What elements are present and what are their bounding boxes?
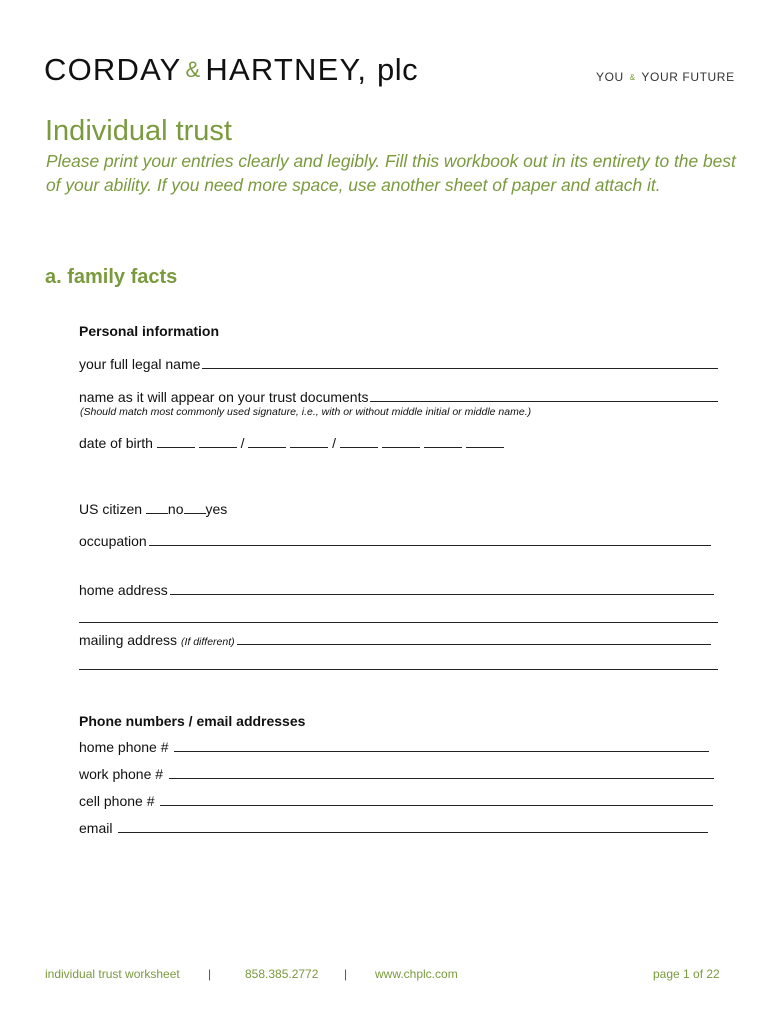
dob-label: date of birth (79, 435, 153, 451)
tagline-part2: YOUR FUTURE (641, 70, 735, 84)
dob-blank[interactable] (382, 435, 420, 448)
full-name-label: your full legal name (79, 356, 201, 372)
home-phone-label: home phone # (79, 739, 169, 755)
occupation-field[interactable] (79, 533, 711, 549)
home-phone-field[interactable] (79, 739, 709, 755)
citizen-label: US citizen (79, 501, 143, 517)
home-phone-line[interactable] (174, 739, 709, 752)
work-phone-label: work phone # (79, 766, 164, 782)
dob-blank[interactable] (290, 435, 328, 448)
citizen-yes-option: yes (205, 501, 228, 517)
trust-name-field[interactable] (79, 389, 718, 405)
work-phone-field[interactable] (79, 766, 714, 782)
citizen-no-blank[interactable] (146, 501, 168, 514)
footer-separator: | (208, 967, 212, 981)
home-address-line[interactable] (170, 582, 714, 595)
email-label: email (79, 820, 113, 836)
page-title: Individual trust (45, 115, 232, 147)
mailing-address-label: mailing address (79, 632, 178, 648)
dob-blank[interactable] (157, 435, 195, 448)
work-phone-line[interactable] (169, 766, 714, 779)
personal-info-heading: Personal information (79, 323, 220, 339)
brand-name-part2: HARTNEY, (205, 52, 368, 87)
trust-name-note: (Should match most commonly used signature, i.e., with or without middle initial or middle name.) (80, 406, 532, 418)
citizen-yes-blank[interactable] (184, 501, 206, 514)
tagline-ampersand: & (629, 73, 636, 82)
dob-blank[interactable] (248, 435, 286, 448)
brand-plc: plc (377, 52, 419, 87)
occupation-label: occupation (79, 533, 147, 549)
footer-doc-name: individual trust worksheet (45, 967, 180, 981)
dob-blank[interactable] (199, 435, 237, 448)
us-citizen-field[interactable] (79, 501, 227, 517)
home-address-label: home address (79, 582, 168, 598)
email-line[interactable] (118, 820, 708, 833)
brand-logo (44, 52, 418, 88)
footer-phone: 858.385.2772 (245, 967, 319, 981)
footer-page-number: page 1 of 22 (653, 967, 720, 981)
occupation-line[interactable] (149, 533, 711, 546)
date-of-birth-field[interactable] (79, 435, 504, 451)
citizen-no-option: no (167, 501, 184, 517)
brand-tagline (596, 70, 735, 84)
trust-name-label: name as it will appear on your trust documents (79, 389, 369, 405)
intro-instructions: Please print your entries clearly and legibly. Fill this workbook out in its entirety to the best of your ability. If you need more space, use another sheet of paper and attach it. (46, 151, 736, 195)
cell-phone-line[interactable] (160, 793, 713, 806)
full-name-field[interactable] (79, 356, 718, 372)
tagline-part1: YOU (596, 70, 624, 84)
email-field[interactable] (79, 820, 708, 836)
footer-website-link[interactable]: www.chplc.com (375, 967, 458, 981)
dob-separator: / (332, 435, 337, 451)
mailing-address-field[interactable] (79, 632, 711, 648)
cell-phone-label: cell phone # (79, 793, 155, 809)
mailing-address-line-2[interactable] (79, 669, 718, 670)
brand-ampersand: & (185, 57, 202, 82)
dob-blank[interactable] (424, 435, 462, 448)
home-address-line-2[interactable] (79, 622, 718, 623)
brand-name-part1: CORDAY (44, 52, 182, 87)
phone-email-heading: Phone numbers / email addresses (79, 713, 306, 729)
dob-separator: / (240, 435, 245, 451)
footer-separator: | (344, 967, 348, 981)
mailing-address-note: (If different) (180, 636, 235, 648)
home-address-field[interactable] (79, 582, 714, 598)
mailing-address-line[interactable] (237, 632, 711, 645)
section-title: a. family facts (45, 266, 178, 288)
dob-blank[interactable] (340, 435, 378, 448)
trust-name-line[interactable] (370, 389, 718, 402)
cell-phone-field[interactable] (79, 793, 713, 809)
full-name-line[interactable] (202, 356, 718, 369)
dob-blank[interactable] (466, 435, 504, 448)
